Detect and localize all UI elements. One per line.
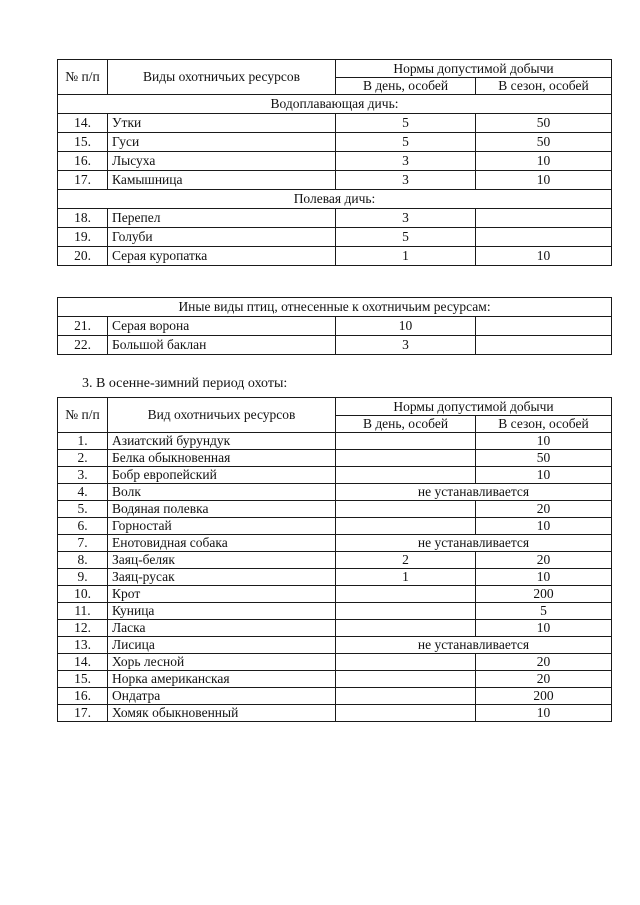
row-species: Голуби bbox=[108, 228, 336, 247]
row-species: Ласка bbox=[108, 620, 336, 637]
table-row bbox=[58, 152, 612, 171]
table-row bbox=[58, 171, 612, 190]
row-num: 2. bbox=[58, 450, 108, 467]
table-row bbox=[58, 603, 612, 620]
row-species: Водяная полевка bbox=[108, 501, 336, 518]
row-season: 20 bbox=[476, 552, 612, 569]
header-num: № п/п bbox=[58, 398, 108, 433]
row-day bbox=[336, 620, 476, 637]
row-species: Горностай bbox=[108, 518, 336, 535]
section-title: Иные виды птиц, отнесенные к охотничьим ресурсам: bbox=[58, 298, 612, 317]
row-num: 17. bbox=[58, 171, 108, 190]
table-header-row bbox=[58, 398, 612, 416]
row-num: 15. bbox=[58, 133, 108, 152]
row-num: 6. bbox=[58, 518, 108, 535]
row-species: Бобр европейский bbox=[108, 467, 336, 484]
hunting-norms-table-birds bbox=[57, 59, 612, 266]
row-not-set: не устанавливается bbox=[336, 535, 612, 552]
row-species: Белка обыкновенная bbox=[108, 450, 336, 467]
row-species: Утки bbox=[108, 114, 336, 133]
row-species: Хомяк обыкновенный bbox=[108, 705, 336, 722]
row-num: 20. bbox=[58, 247, 108, 266]
row-day: 3 bbox=[336, 152, 476, 171]
row-species: Норка американская bbox=[108, 671, 336, 688]
table-row bbox=[58, 450, 612, 467]
table-row bbox=[58, 569, 612, 586]
row-num: 14. bbox=[58, 114, 108, 133]
row-season bbox=[476, 228, 612, 247]
row-species: Куница bbox=[108, 603, 336, 620]
table-row bbox=[58, 620, 612, 637]
row-day: 1 bbox=[336, 569, 476, 586]
row-day bbox=[336, 654, 476, 671]
row-species: Заяц-беляк bbox=[108, 552, 336, 569]
row-season: 10 bbox=[476, 518, 612, 535]
row-num: 9. bbox=[58, 569, 108, 586]
table-row bbox=[58, 552, 612, 569]
row-season: 200 bbox=[476, 586, 612, 603]
header-norms: Нормы допустимой добычи bbox=[336, 60, 612, 78]
section-row bbox=[58, 190, 612, 209]
row-num: 17. bbox=[58, 705, 108, 722]
header-day: В день, особей bbox=[336, 78, 476, 95]
row-season: 10 bbox=[476, 569, 612, 586]
row-day: 5 bbox=[336, 114, 476, 133]
row-season: 10 bbox=[476, 467, 612, 484]
row-season bbox=[476, 209, 612, 228]
row-day: 10 bbox=[336, 317, 476, 336]
table-row bbox=[58, 336, 612, 355]
row-day: 1 bbox=[336, 247, 476, 266]
row-season: 50 bbox=[476, 450, 612, 467]
section-title: Полевая дичь: bbox=[58, 190, 612, 209]
row-day: 2 bbox=[336, 552, 476, 569]
row-species: Азиатский бурундук bbox=[108, 433, 336, 450]
row-day bbox=[336, 603, 476, 620]
table-body bbox=[58, 433, 612, 722]
row-day bbox=[336, 450, 476, 467]
table-row bbox=[58, 518, 612, 535]
row-season: 10 bbox=[476, 171, 612, 190]
row-season: 10 bbox=[476, 620, 612, 637]
row-num: 16. bbox=[58, 152, 108, 171]
header-species: Вид охотничьих ресурсов bbox=[108, 398, 336, 433]
section-3-heading: 3. В осенне-зимний период охоты: bbox=[82, 376, 288, 391]
row-day bbox=[336, 688, 476, 705]
row-species: Волк bbox=[108, 484, 336, 501]
table-row bbox=[58, 671, 612, 688]
row-species: Серая куропатка bbox=[108, 247, 336, 266]
row-species: Лысуха bbox=[108, 152, 336, 171]
row-num: 11. bbox=[58, 603, 108, 620]
row-num: 8. bbox=[58, 552, 108, 569]
table-row bbox=[58, 228, 612, 247]
row-num: 16. bbox=[58, 688, 108, 705]
table-row bbox=[58, 433, 612, 450]
row-species: Гуси bbox=[108, 133, 336, 152]
row-season: 10 bbox=[476, 247, 612, 266]
row-num: 19. bbox=[58, 228, 108, 247]
row-num: 18. bbox=[58, 209, 108, 228]
section-row bbox=[58, 298, 612, 317]
row-num: 7. bbox=[58, 535, 108, 552]
row-day: 3 bbox=[336, 209, 476, 228]
row-day: 5 bbox=[336, 228, 476, 247]
row-num: 3. bbox=[58, 467, 108, 484]
row-species: Камышница bbox=[108, 171, 336, 190]
row-species: Лисица bbox=[108, 637, 336, 654]
row-not-set: не устанавливается bbox=[336, 637, 612, 654]
table-row bbox=[58, 317, 612, 336]
row-season: 20 bbox=[476, 501, 612, 518]
table-row bbox=[58, 133, 612, 152]
other-birds-table bbox=[57, 297, 612, 355]
table-row bbox=[58, 501, 612, 518]
row-day: 3 bbox=[336, 171, 476, 190]
row-num: 12. bbox=[58, 620, 108, 637]
row-day bbox=[336, 518, 476, 535]
header-norms: Нормы допустимой добычи bbox=[336, 398, 612, 416]
table-row bbox=[58, 467, 612, 484]
row-day bbox=[336, 433, 476, 450]
row-season: 20 bbox=[476, 654, 612, 671]
row-species: Ондатра bbox=[108, 688, 336, 705]
header-day: В день, особей bbox=[336, 416, 476, 433]
row-season bbox=[476, 336, 612, 355]
header-season: В сезон, особей bbox=[476, 416, 612, 433]
row-season: 5 bbox=[476, 603, 612, 620]
row-season: 50 bbox=[476, 114, 612, 133]
table-row bbox=[58, 247, 612, 266]
row-species: Серая ворона bbox=[108, 317, 336, 336]
row-num: 15. bbox=[58, 671, 108, 688]
table-row bbox=[58, 535, 612, 552]
row-day bbox=[336, 501, 476, 518]
table-row bbox=[58, 586, 612, 603]
row-num: 14. bbox=[58, 654, 108, 671]
row-species: Хорь лесной bbox=[108, 654, 336, 671]
table-row bbox=[58, 637, 612, 654]
table-row bbox=[58, 114, 612, 133]
row-season: 10 bbox=[476, 152, 612, 171]
row-season: 10 bbox=[476, 433, 612, 450]
row-day bbox=[336, 467, 476, 484]
row-species: Большой баклан bbox=[108, 336, 336, 355]
row-season bbox=[476, 317, 612, 336]
row-day bbox=[336, 671, 476, 688]
row-species: Крот bbox=[108, 586, 336, 603]
row-num: 10. bbox=[58, 586, 108, 603]
row-not-set: не устанавливается bbox=[336, 484, 612, 501]
row-species: Енотовидная собака bbox=[108, 535, 336, 552]
row-season: 10 bbox=[476, 705, 612, 722]
table-row bbox=[58, 654, 612, 671]
hunting-norms-table-autumn-winter bbox=[57, 397, 612, 722]
row-num: 1. bbox=[58, 433, 108, 450]
table-row bbox=[58, 705, 612, 722]
row-num: 22. bbox=[58, 336, 108, 355]
row-num: 5. bbox=[58, 501, 108, 518]
section-title: Водоплавающая дичь: bbox=[58, 95, 612, 114]
row-num: 21. bbox=[58, 317, 108, 336]
row-season: 200 bbox=[476, 688, 612, 705]
row-season: 50 bbox=[476, 133, 612, 152]
row-num: 13. bbox=[58, 637, 108, 654]
table-header-row bbox=[58, 60, 612, 78]
section-row bbox=[58, 95, 612, 114]
header-species: Виды охотничьих ресурсов bbox=[108, 60, 336, 95]
table-row bbox=[58, 484, 612, 501]
row-num: 4. bbox=[58, 484, 108, 501]
row-day: 5 bbox=[336, 133, 476, 152]
row-species: Заяц-русак bbox=[108, 569, 336, 586]
table-row bbox=[58, 209, 612, 228]
row-species: Перепел bbox=[108, 209, 336, 228]
row-day bbox=[336, 705, 476, 722]
row-day: 3 bbox=[336, 336, 476, 355]
header-season: В сезон, особей bbox=[476, 78, 612, 95]
row-day bbox=[336, 586, 476, 603]
row-season: 20 bbox=[476, 671, 612, 688]
table-row bbox=[58, 688, 612, 705]
header-num: № п/п bbox=[58, 60, 108, 95]
